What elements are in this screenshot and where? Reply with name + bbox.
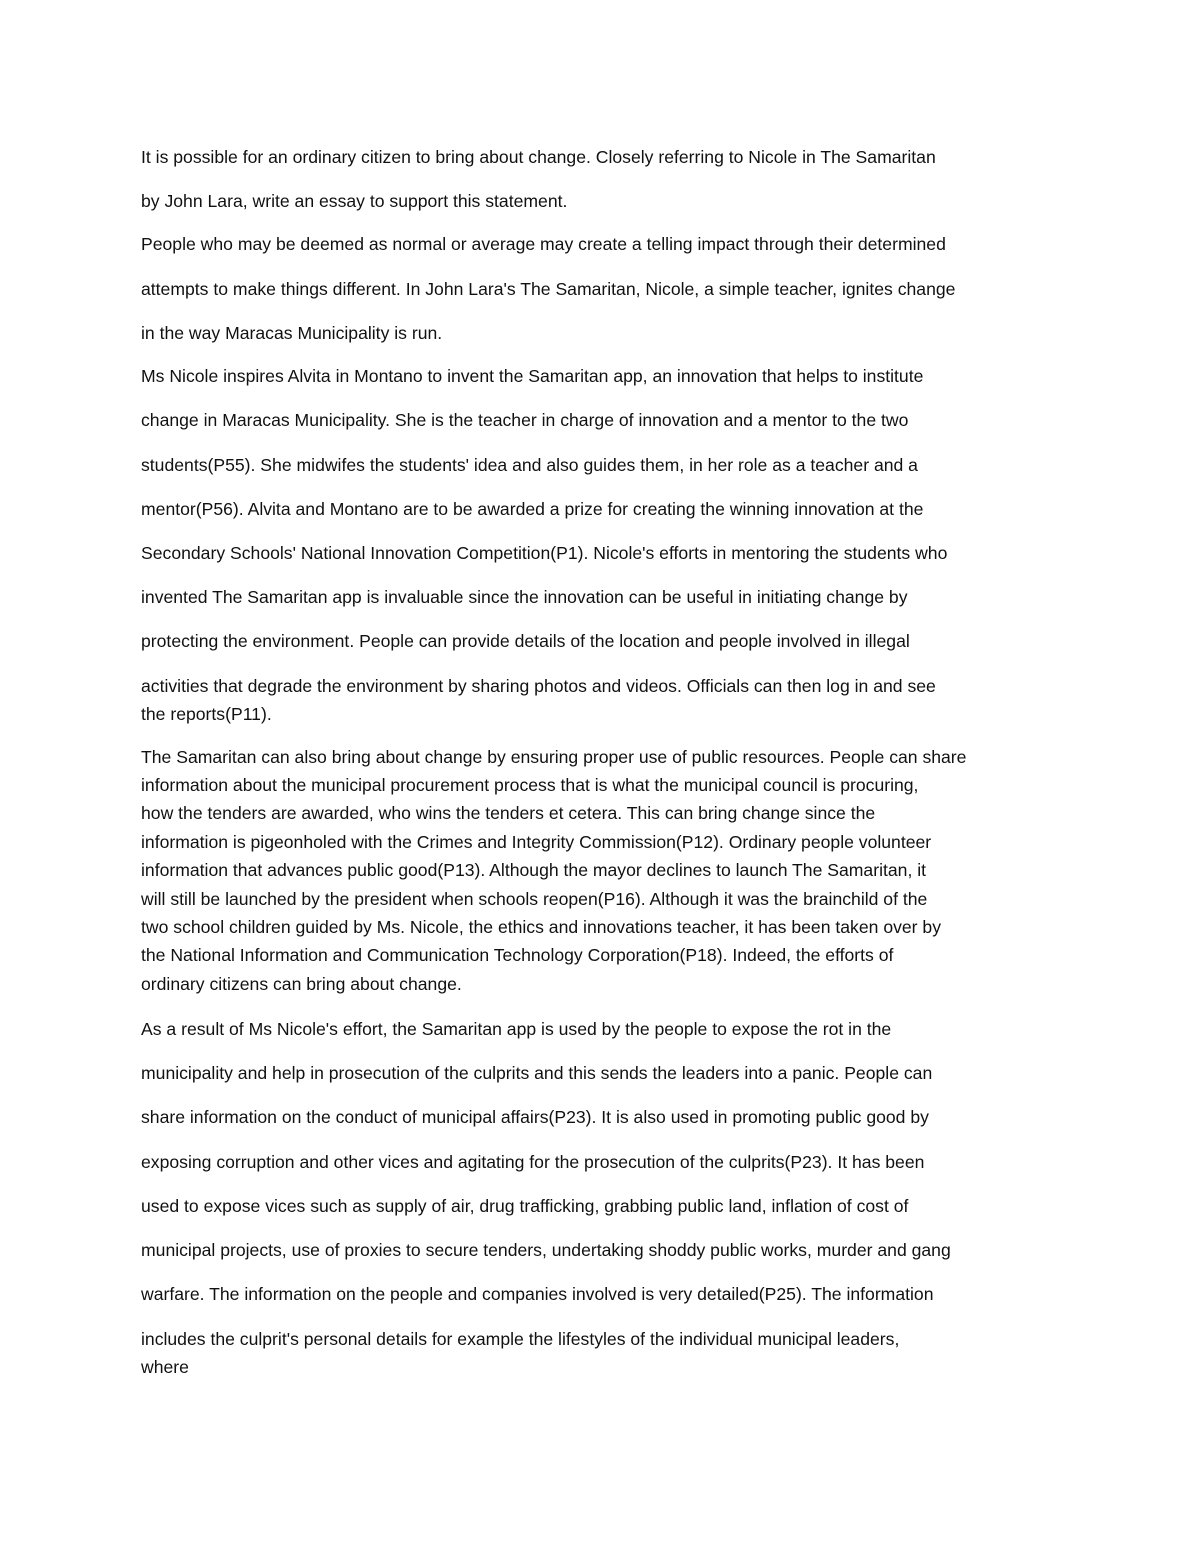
text-line: the National Information and Communication Technology Corporation(P18). Indeed, the efforts of: [141, 945, 894, 965]
text-line: invented The Samaritan app is invaluable since the innovation can be useful in initiating change by: [141, 587, 908, 607]
text-line: It is possible for an ordinary citizen to bring about change. Closely referring to Nicole in The Samaritan: [141, 147, 936, 167]
text-line: information about the municipal procurement process that is what the municipal council is procuring,: [141, 775, 919, 795]
text-line: information that advances public good(P13). Although the mayor declines to launch The Samaritan, it: [141, 860, 927, 880]
text-line: information is pigeonholed with the Crimes and Integrity Commission(P12). Ordinary people volunteer: [141, 832, 932, 852]
text-line: protecting the environment. People can provide details of the location and people involved in illegal: [141, 631, 910, 651]
text-line: warfare. The information on the people and companies involved is very detailed(P25). The information: [141, 1284, 934, 1304]
text-line: municipal projects, use of proxies to secure tenders, undertaking shoddy public works, murder and gang: [141, 1240, 951, 1260]
text-line: change in Maracas Municipality. She is the teacher in charge of innovation and a mentor to the two: [141, 410, 909, 430]
text-line: includes the culprit's personal details for example the lifestyles of the individual municipal leaders,: [141, 1329, 900, 1349]
text-line: activities that degrade the environment by sharing photos and videos. Officials can then log in and see: [141, 676, 936, 696]
text-line: exposing corruption and other vices and agitating for the prosecution of the culprits(P23). It has been: [141, 1152, 925, 1172]
text-line: Ms Nicole inspires Alvita in Montano to invent the Samaritan app, an innovation that helps to institute: [141, 366, 924, 386]
text-line: by John Lara, write an essay to support this statement.: [141, 191, 568, 211]
text-line: used to expose vices such as supply of air, drug trafficking, grabbing public land, inflation of cost of: [141, 1196, 909, 1216]
text-line: Secondary Schools' National Innovation Competition(P1). Nicole's efforts in mentoring the students who: [141, 543, 948, 563]
text-line: will still be launched by the president when schools reopen(P16). Although it was the brainchild of the: [141, 889, 928, 909]
text-line: People who may be deemed as normal or average may create a telling impact through their determined: [141, 234, 946, 254]
text-line: in the way Maracas Municipality is run.: [141, 323, 443, 343]
text-line: the reports(P11).: [141, 704, 272, 724]
text-line: The Samaritan can also bring about change by ensuring proper use of public resources. People can share: [141, 747, 967, 767]
text-line: two school children guided by Ms. Nicole, the ethics and innovations teacher, it has been taken over by: [141, 917, 942, 937]
text-line: As a result of Ms Nicole's effort, the Samaritan app is used by the people to expose the rot in the: [141, 1019, 892, 1039]
text-line: how the tenders are awarded, who wins the tenders et cetera. This can bring change since the: [141, 803, 876, 823]
text-line: ordinary citizens can bring about change.: [141, 974, 462, 994]
text-line: students(P55). She midwifes the students' idea and also guides them, in her role as a teacher and a: [141, 455, 918, 475]
text-line: share information on the conduct of municipal affairs(P23). It is also used in promoting public good by: [141, 1107, 929, 1127]
text-line: attempts to make things different. In John Lara's The Samaritan, Nicole, a simple teacher, ignites change: [141, 279, 956, 299]
text-line: municipality and help in prosecution of the culprits and this sends the leaders into a panic. People can: [141, 1063, 933, 1083]
text-line: mentor(P56). Alvita and Montano are to be awarded a prize for creating the winning innovation at the: [141, 499, 924, 519]
text-line: where: [141, 1357, 189, 1377]
